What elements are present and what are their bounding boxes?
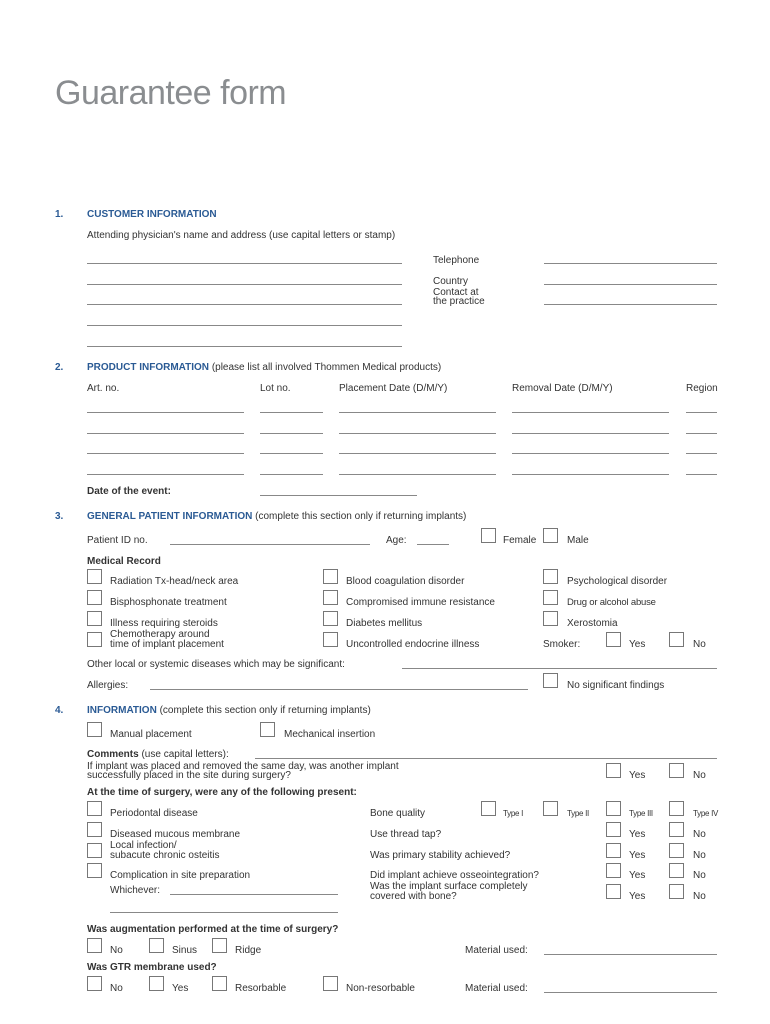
thread-tap-no-label: No bbox=[693, 829, 706, 840]
local-infection-label-1: Local infection/ bbox=[110, 840, 177, 851]
immune-checkbox[interactable] bbox=[323, 590, 338, 605]
manual-placement-label: Manual placement bbox=[110, 729, 192, 740]
primary-stability-yes-checkbox[interactable] bbox=[606, 843, 621, 858]
col-lot-no: Lot no. bbox=[260, 383, 291, 394]
xerostomia-checkbox[interactable] bbox=[543, 611, 558, 626]
thread-tap-yes-label: Yes bbox=[629, 829, 646, 840]
placement-date-field[interactable] bbox=[339, 453, 496, 454]
address-line-4[interactable] bbox=[87, 325, 402, 326]
section-4-title bbox=[87, 706, 371, 716]
whichever-field[interactable] bbox=[170, 894, 338, 895]
date-event-field[interactable] bbox=[260, 495, 417, 496]
drug-alcohol-label: Drug or alcohol abuse bbox=[567, 597, 656, 608]
periodontal-label: Periodontal disease bbox=[110, 808, 198, 819]
augmentation-material-label: Material used: bbox=[465, 945, 528, 956]
gtr-question: Was GTR membrane used? bbox=[87, 962, 217, 973]
col-removal-date: Removal Date (D/M/Y) bbox=[512, 383, 613, 394]
removal-date-field[interactable] bbox=[512, 453, 669, 454]
type-3-label: Type III bbox=[629, 809, 653, 818]
gtr-no-checkbox[interactable] bbox=[87, 976, 102, 991]
gtr-material-field[interactable] bbox=[544, 992, 717, 993]
smoker-no-checkbox[interactable] bbox=[669, 632, 684, 647]
diabetes-checkbox[interactable] bbox=[323, 611, 338, 626]
thread-tap-no-checkbox[interactable] bbox=[669, 822, 684, 837]
steroids-label: Illness requiring steroids bbox=[110, 618, 218, 629]
section-4-note: (complete this section only if returning implants) bbox=[159, 705, 371, 716]
sinus-checkbox[interactable] bbox=[149, 938, 164, 953]
region-field[interactable] bbox=[686, 433, 717, 434]
primary-stability-no-checkbox[interactable] bbox=[669, 843, 684, 858]
thread-tap-label: Use thread tap? bbox=[370, 829, 442, 840]
radiation-label: Radiation Tx-head/neck area bbox=[110, 576, 239, 587]
age-field[interactable] bbox=[417, 544, 449, 545]
implant-yes-label: Yes bbox=[629, 770, 646, 781]
bisphosphonate-checkbox[interactable] bbox=[87, 590, 102, 605]
complication-label: Complication in site preparation bbox=[110, 870, 251, 881]
section-1-heading: CUSTOMER INFORMATION bbox=[87, 209, 217, 220]
psychological-label: Psychological disorder bbox=[567, 576, 668, 587]
psychological-checkbox[interactable] bbox=[543, 569, 558, 584]
covered-yes-checkbox[interactable] bbox=[606, 884, 621, 899]
other-diseases-label: Other local or systemic diseases which may be significant: bbox=[87, 659, 345, 670]
steroids-checkbox[interactable] bbox=[87, 611, 102, 626]
surgery-question: At the time of surgery, were any of the following present: bbox=[87, 787, 357, 798]
mechanical-insertion-checkbox[interactable] bbox=[260, 722, 275, 737]
contact-label-2: the practice bbox=[433, 296, 485, 307]
address-line-3[interactable] bbox=[87, 304, 402, 305]
mechanical-insertion-label: Mechanical insertion bbox=[284, 729, 376, 740]
local-infection-checkbox[interactable] bbox=[87, 843, 102, 858]
osseointegration-label: Did implant achieve osseointegration? bbox=[370, 870, 539, 881]
covered-label-2: covered with bone? bbox=[370, 891, 457, 902]
contact-field[interactable] bbox=[544, 304, 717, 305]
diseased-membrane-label: Diseased mucous membrane bbox=[110, 829, 241, 840]
chemotherapy-label-1: Chemotherapy around bbox=[110, 629, 210, 640]
gtr-material-label: Material used: bbox=[465, 983, 528, 994]
implant-yes-checkbox[interactable] bbox=[606, 763, 621, 778]
age-label: Age: bbox=[386, 535, 407, 546]
allergies-field[interactable] bbox=[150, 689, 528, 690]
male-label: Male bbox=[567, 535, 589, 546]
comments-note: (use capital letters): bbox=[141, 749, 229, 760]
region-field[interactable] bbox=[686, 474, 717, 475]
non-resorbable-checkbox[interactable] bbox=[323, 976, 338, 991]
blood-coagulation-label: Blood coagulation disorder bbox=[346, 576, 465, 587]
gtr-no-label: No bbox=[110, 983, 123, 994]
country-label: Country bbox=[433, 276, 469, 287]
section-1-number: 1. bbox=[55, 209, 64, 220]
section-3-title bbox=[87, 512, 466, 522]
placement-date-field[interactable] bbox=[339, 474, 496, 475]
primary-stability-yes-label: Yes bbox=[629, 850, 646, 861]
osseointegration-yes-checkbox[interactable] bbox=[606, 863, 621, 878]
augmentation-no-label: No bbox=[110, 945, 123, 956]
implant-no-checkbox[interactable] bbox=[669, 763, 684, 778]
ridge-checkbox[interactable] bbox=[212, 938, 227, 953]
type-2-checkbox[interactable] bbox=[543, 801, 558, 816]
ridge-label: Ridge bbox=[235, 945, 262, 956]
col-placement-date: Placement Date (D/M/Y) bbox=[339, 383, 448, 394]
patient-id-label: Patient ID no. bbox=[87, 535, 148, 546]
placement-date-field[interactable] bbox=[339, 433, 496, 434]
local-infection-label-2: subacute chronic osteitis bbox=[110, 850, 220, 861]
comments-label bbox=[87, 750, 229, 760]
section-2-title bbox=[87, 363, 441, 373]
immune-label: Compromised immune resistance bbox=[346, 597, 495, 608]
art-no-field[interactable] bbox=[87, 412, 244, 413]
type-3-checkbox[interactable] bbox=[606, 801, 621, 816]
manual-placement-checkbox[interactable] bbox=[87, 722, 102, 737]
male-checkbox[interactable] bbox=[543, 528, 558, 543]
type-2-label: Type II bbox=[567, 809, 589, 818]
blood-coagulation-checkbox[interactable] bbox=[323, 569, 338, 584]
implant-question-2: successfully placed in the site during surgery? bbox=[87, 770, 291, 781]
removal-date-field[interactable] bbox=[512, 412, 669, 413]
other-diseases-field[interactable] bbox=[402, 668, 717, 669]
section-2-heading: PRODUCT INFORMATION bbox=[87, 362, 210, 373]
contact-label-1: Contact at bbox=[433, 287, 479, 298]
comments-field[interactable] bbox=[255, 758, 717, 759]
type-1-label: Type I bbox=[503, 809, 523, 818]
section-4-number: 4. bbox=[55, 705, 64, 716]
gtr-yes-checkbox[interactable] bbox=[149, 976, 164, 991]
chemotherapy-label-2: time of implant placement bbox=[110, 639, 224, 650]
endocrine-label: Uncontrolled endocrine illness bbox=[346, 639, 480, 650]
implant-question-1: If implant was placed and removed the same day, was another implant bbox=[87, 761, 399, 772]
telephone-field[interactable] bbox=[544, 263, 717, 264]
section-3-note: (complete this section only if returning implants) bbox=[255, 511, 467, 522]
sinus-label: Sinus bbox=[172, 945, 198, 956]
lot-no-field[interactable] bbox=[260, 453, 323, 454]
smoker-yes-checkbox[interactable] bbox=[606, 632, 621, 647]
lot-no-field[interactable] bbox=[260, 474, 323, 475]
covered-label-1: Was the implant surface completely bbox=[370, 881, 528, 892]
covered-no-checkbox[interactable] bbox=[669, 884, 684, 899]
resorbable-label: Resorbable bbox=[235, 983, 287, 994]
radiation-checkbox[interactable] bbox=[87, 569, 102, 584]
col-region: Region bbox=[686, 383, 718, 394]
resorbable-checkbox[interactable] bbox=[212, 976, 227, 991]
section-3-heading: GENERAL PATIENT INFORMATION bbox=[87, 511, 253, 522]
gtr-yes-label: Yes bbox=[172, 983, 189, 994]
diseased-membrane-checkbox[interactable] bbox=[87, 822, 102, 837]
art-no-field[interactable] bbox=[87, 453, 244, 454]
comments-bold: Comments bbox=[87, 749, 139, 760]
smoker-yes-label: Yes bbox=[629, 639, 646, 650]
endocrine-checkbox[interactable] bbox=[323, 632, 338, 647]
thread-tap-yes-checkbox[interactable] bbox=[606, 822, 621, 837]
type-4-checkbox[interactable] bbox=[669, 801, 684, 816]
chemotherapy-checkbox[interactable] bbox=[87, 632, 102, 647]
country-field[interactable] bbox=[544, 284, 717, 285]
no-findings-checkbox[interactable] bbox=[543, 673, 558, 688]
lot-no-field[interactable] bbox=[260, 433, 323, 434]
address-line-5[interactable] bbox=[87, 346, 402, 347]
col-art-no: Art. no. bbox=[87, 383, 120, 394]
diabetes-label: Diabetes mellitus bbox=[346, 618, 423, 629]
region-field[interactable] bbox=[686, 453, 717, 454]
medical-record-label: Medical Record bbox=[87, 556, 161, 567]
bone-quality-label: Bone quality bbox=[370, 808, 426, 819]
date-event-label: Date of the event: bbox=[87, 486, 171, 497]
osseointegration-no-label: No bbox=[693, 870, 706, 881]
periodontal-checkbox[interactable] bbox=[87, 801, 102, 816]
art-no-field[interactable] bbox=[87, 474, 244, 475]
removal-date-field[interactable] bbox=[512, 433, 669, 434]
whichever-label: Whichever: bbox=[110, 885, 161, 896]
type-1-checkbox[interactable] bbox=[481, 801, 496, 816]
address-line-1[interactable] bbox=[87, 263, 402, 264]
female-checkbox[interactable] bbox=[481, 528, 496, 543]
augmentation-no-checkbox[interactable] bbox=[87, 938, 102, 953]
patient-id-field[interactable] bbox=[170, 544, 370, 545]
non-resorbable-label: Non-resorbable bbox=[346, 983, 415, 994]
xerostomia-label: Xerostomia bbox=[567, 618, 618, 629]
section-2-number: 2. bbox=[55, 362, 64, 373]
drug-alcohol-checkbox[interactable] bbox=[543, 590, 558, 605]
physician-label: Attending physician's name and address (use capital letters or stamp) bbox=[87, 230, 396, 241]
section-4-heading: INFORMATION bbox=[87, 705, 157, 716]
female-label: Female bbox=[503, 535, 537, 546]
telephone-label: Telephone bbox=[433, 255, 480, 266]
augmentation-question: Was augmentation performed at the time of surgery? bbox=[87, 924, 339, 935]
augmentation-material-field[interactable] bbox=[544, 954, 717, 955]
smoker-label: Smoker: bbox=[543, 639, 581, 650]
no-findings-label: No significant findings bbox=[567, 680, 665, 691]
primary-stability-label: Was primary stability achieved? bbox=[370, 850, 511, 861]
page-title: Guarantee form bbox=[55, 74, 287, 112]
osseointegration-yes-label: Yes bbox=[629, 870, 646, 881]
covered-yes-label: Yes bbox=[629, 891, 646, 902]
section-2-note: (please list all involved Thommen Medical products) bbox=[211, 362, 442, 373]
lot-no-field[interactable] bbox=[260, 412, 323, 413]
whichever-field-2[interactable] bbox=[110, 912, 338, 913]
covered-no-label: No bbox=[693, 891, 706, 902]
smoker-no-label: No bbox=[693, 639, 706, 650]
placement-date-field[interactable] bbox=[339, 412, 496, 413]
complication-checkbox[interactable] bbox=[87, 863, 102, 878]
osseointegration-no-checkbox[interactable] bbox=[669, 863, 684, 878]
section-3-number: 3. bbox=[55, 511, 64, 522]
type-4-label: Type IV bbox=[693, 809, 719, 818]
allergies-label: Allergies: bbox=[87, 680, 129, 691]
bisphosphonate-label: Bisphosphonate treatment bbox=[110, 597, 227, 608]
removal-date-field[interactable] bbox=[512, 474, 669, 475]
art-no-field[interactable] bbox=[87, 433, 244, 434]
implant-no-label: No bbox=[693, 770, 706, 781]
primary-stability-no-label: No bbox=[693, 850, 706, 861]
address-line-2[interactable] bbox=[87, 284, 402, 285]
region-field[interactable] bbox=[686, 412, 717, 413]
